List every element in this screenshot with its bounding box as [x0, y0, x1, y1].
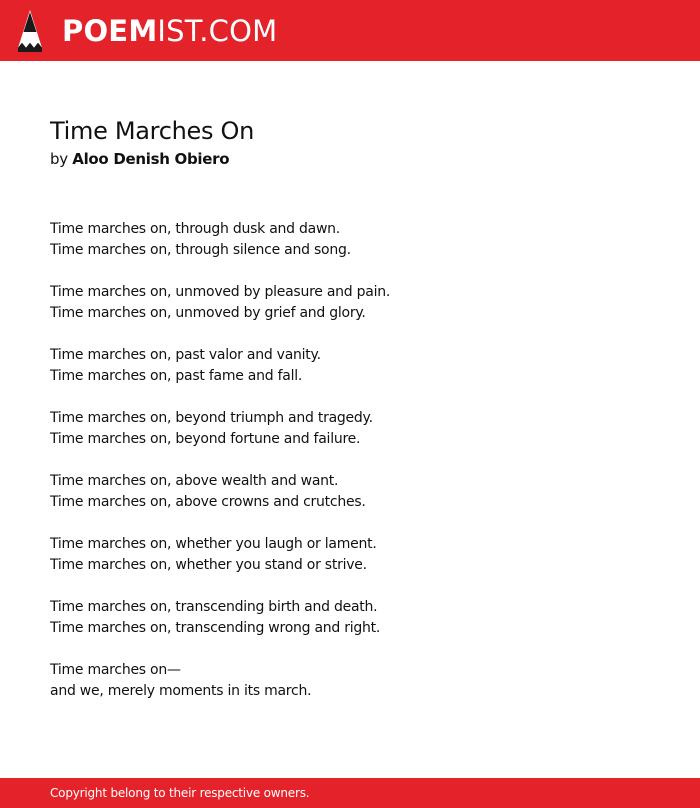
copyright-text: Copyright belong to their respective owners. — [50, 786, 310, 800]
poem-body — [50, 219, 650, 723]
poem-line: Time marches on, unmoved by grief and glory. — [50, 305, 366, 321]
poem-line: Time marches on, beyond triumph and tragedy. — [50, 410, 373, 426]
logo-bold-text: POEM — [62, 14, 158, 48]
poem-line: Time marches on, past valor and vanity. — [50, 347, 321, 363]
poem-line: and we, merely moments in its march. — [50, 683, 312, 699]
pencil-tip-icon — [18, 10, 42, 52]
poem-line: Time marches on, through silence and song. — [50, 242, 351, 258]
poem-stanza — [50, 408, 650, 450]
poem-line: Time marches on, above wealth and want. — [50, 473, 339, 489]
poem-line: Time marches on, whether you laugh or lament. — [50, 536, 377, 552]
poem-line: Time marches on— — [50, 662, 181, 678]
logo-light-text: IST.COM — [157, 14, 278, 48]
poem-title: Time Marches On — [50, 117, 255, 145]
poem-line: Time marches on, unmoved by pleasure and pain. — [50, 284, 391, 300]
site-header — [0, 0, 700, 61]
poem-line: Time marches on, transcending birth and death. — [50, 599, 378, 615]
poem-stanza — [50, 534, 650, 576]
poem-stanza — [50, 660, 650, 702]
poem-line: Time marches on, beyond fortune and failure. — [50, 431, 361, 447]
poem-stanza — [50, 282, 650, 324]
poem-stanza — [50, 471, 650, 513]
poem-byline — [50, 149, 229, 169]
poem-author: Aloo Denish Obiero — [72, 150, 230, 168]
site-logo[interactable] — [62, 13, 277, 49]
by-label: by — [50, 150, 68, 168]
poem-line: Time marches on, past fame and fall. — [50, 368, 303, 384]
poem-line: Time marches on, through dusk and dawn. — [50, 221, 340, 237]
poem-line: Time marches on, transcending wrong and right. — [50, 620, 381, 636]
site-footer — [0, 778, 700, 808]
poem-stanza — [50, 345, 650, 387]
poem-stanza — [50, 597, 650, 639]
poem-line: Time marches on, above crowns and crutches. — [50, 494, 366, 510]
poem-line: Time marches on, whether you stand or strive. — [50, 557, 367, 573]
poem-stanza — [50, 219, 650, 261]
